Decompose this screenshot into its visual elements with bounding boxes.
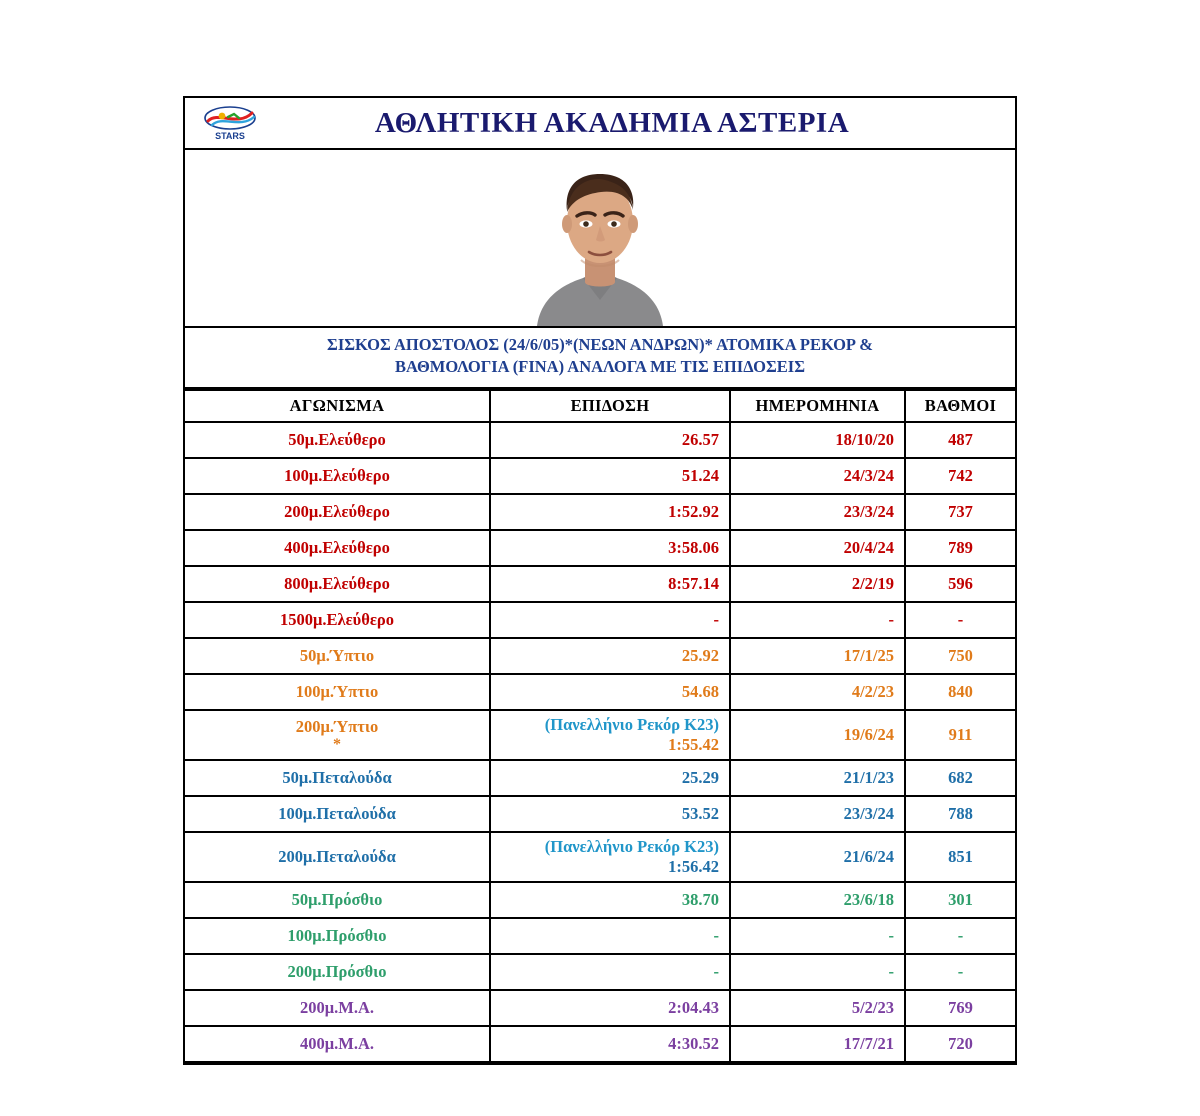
table-row	[185, 954, 1015, 990]
cell-performance	[490, 832, 730, 882]
table-header-row	[185, 390, 1015, 422]
cell-event: 200μ.Ελεύθερο	[185, 494, 490, 530]
cell-event: 50μ.Πεταλούδα	[185, 760, 490, 796]
cell-performance: 53.52	[490, 796, 730, 832]
portrait-illustration	[525, 150, 675, 326]
cell-performance: 2:04.43	[490, 990, 730, 1026]
cell-event: 1500μ.Ελεύθερο	[185, 602, 490, 638]
record-star-marker: *	[333, 735, 341, 753]
page-title: ΑΘΛΗΤΙΚΗ ΑΚΑΔΗΜΙΑ ΑΣΤΕΡΙΑ	[374, 106, 850, 139]
cell-points: 596	[905, 566, 1015, 602]
cell-performance-note: (Πανελλήνιο Ρεκόρ Κ23)	[544, 836, 719, 856]
cell-event: 200μ.Ύπτιο *	[185, 710, 490, 760]
cell-points: -	[905, 602, 1015, 638]
table-row	[185, 422, 1015, 458]
cell-date: 23/3/24	[730, 796, 905, 832]
cell-performance: 25.29	[490, 760, 730, 796]
table-row	[185, 832, 1015, 882]
cell-event: 200μ.Πρόσθιο	[185, 954, 490, 990]
cell-points: 487	[905, 422, 1015, 458]
cell-performance-value: 1:56.42	[668, 856, 719, 876]
table-row	[185, 458, 1015, 494]
athlete-photo	[185, 150, 1015, 328]
cell-date: 20/4/24	[730, 530, 905, 566]
cell-event: 400μ.Ελεύθερο	[185, 530, 490, 566]
cell-performance	[490, 710, 730, 760]
table-row	[185, 710, 1015, 760]
cell-performance: 4:30.52	[490, 1026, 730, 1062]
records-table	[185, 389, 1015, 1063]
cell-date: 23/3/24	[730, 494, 905, 530]
cell-event: 800μ.Ελεύθερο	[185, 566, 490, 602]
table-row	[185, 882, 1015, 918]
cell-performance-value: 1:55.42	[668, 734, 719, 754]
cell-points: 851	[905, 832, 1015, 882]
cell-points: 788	[905, 796, 1015, 832]
cell-performance: 3:58.06	[490, 530, 730, 566]
cell-date: 21/6/24	[730, 832, 905, 882]
cell-date: 19/6/24	[730, 710, 905, 760]
table-row	[185, 566, 1015, 602]
cell-points: 720	[905, 1026, 1015, 1062]
cell-date: 5/2/23	[730, 990, 905, 1026]
table-row	[185, 760, 1015, 796]
cell-date: 17/1/25	[730, 638, 905, 674]
cell-event: 400μ.Μ.Α.	[185, 1026, 490, 1062]
logo-text: STARS	[215, 131, 245, 141]
table-row	[185, 796, 1015, 832]
cell-performance: -	[490, 954, 730, 990]
cell-performance: 51.24	[490, 458, 730, 494]
cell-event: 100μ.Ελεύθερο	[185, 458, 490, 494]
record-card	[183, 96, 1017, 1065]
cell-points: -	[905, 918, 1015, 954]
cell-date: 18/10/20	[730, 422, 905, 458]
cell-points: 301	[905, 882, 1015, 918]
table-row	[185, 674, 1015, 710]
cell-points: 840	[905, 674, 1015, 710]
table-row	[185, 990, 1015, 1026]
cell-event: 50μ.Ελεύθερο	[185, 422, 490, 458]
column-header-points: ΒΑΘΜΟΙ	[905, 390, 1015, 422]
cell-performance: 1:52.92	[490, 494, 730, 530]
column-header-date: ΗΜΕΡΟΜΗΝΙΑ	[730, 390, 905, 422]
cell-performance: 38.70	[490, 882, 730, 918]
cell-event: 100μ.Πεταλούδα	[185, 796, 490, 832]
table-row	[185, 1026, 1015, 1062]
cell-points: 750	[905, 638, 1015, 674]
cell-points: 682	[905, 760, 1015, 796]
cell-performance: -	[490, 602, 730, 638]
cell-points: 737	[905, 494, 1015, 530]
cell-date: 24/3/24	[730, 458, 905, 494]
table-body	[185, 422, 1015, 1062]
cell-event: 200μ.Μ.Α.	[185, 990, 490, 1026]
cell-date: 21/1/23	[730, 760, 905, 796]
cell-performance: 8:57.14	[490, 566, 730, 602]
athlete-subtitle	[185, 328, 1015, 389]
cell-performance: 25.92	[490, 638, 730, 674]
cell-points: 911	[905, 710, 1015, 760]
card-header	[185, 98, 1015, 150]
cell-date: 23/6/18	[730, 882, 905, 918]
stars-swimmer-logo-icon	[193, 103, 267, 143]
cell-event: 50μ.Ύπτιο	[185, 638, 490, 674]
cell-date: 17/7/21	[730, 1026, 905, 1062]
table-row	[185, 530, 1015, 566]
column-header-performance: ΕΠΙΔΟΣΗ	[490, 390, 730, 422]
cell-event: 100μ.Ύπτιο	[185, 674, 490, 710]
cell-performance-note: (Πανελλήνιο Ρεκόρ Κ23)	[544, 714, 719, 734]
cell-date: 2/2/19	[730, 566, 905, 602]
cell-event: 50μ.Πρόσθιο	[185, 882, 490, 918]
cell-event: 200μ.Πεταλούδα	[185, 832, 490, 882]
table-row	[185, 638, 1015, 674]
column-header-event: ΑΓΩΝΙΣΜΑ	[185, 390, 490, 422]
cell-event: 100μ.Πρόσθιο	[185, 918, 490, 954]
subtitle-line-2: ΒΑΘΜΟΛΟΓΙΑ (FINA) ΑΝΑΛΟΓΑ ΜΕ ΤΙΣ ΕΠΙΔΟΣΕΙΣ	[395, 357, 805, 377]
cell-points: -	[905, 954, 1015, 990]
cell-performance: 54.68	[490, 674, 730, 710]
cell-points: 742	[905, 458, 1015, 494]
cell-performance: 26.57	[490, 422, 730, 458]
cell-performance: -	[490, 918, 730, 954]
table-row	[185, 918, 1015, 954]
subtitle-line-1: ΣΙΣΚΟΣ ΑΠΟΣΤΟΛΟΣ (24/6/05)*(ΝΕΩΝ ΑΝΔΡΩΝ)* ΑΤΟΜΙΚΑ ΡΕΚΟΡ &	[327, 335, 873, 354]
table-row	[185, 602, 1015, 638]
cell-points: 789	[905, 530, 1015, 566]
cell-points: 769	[905, 990, 1015, 1026]
cell-date: -	[730, 954, 905, 990]
cell-date: -	[730, 918, 905, 954]
table-row	[185, 494, 1015, 530]
cell-date: 4/2/23	[730, 674, 905, 710]
cell-date: -	[730, 602, 905, 638]
